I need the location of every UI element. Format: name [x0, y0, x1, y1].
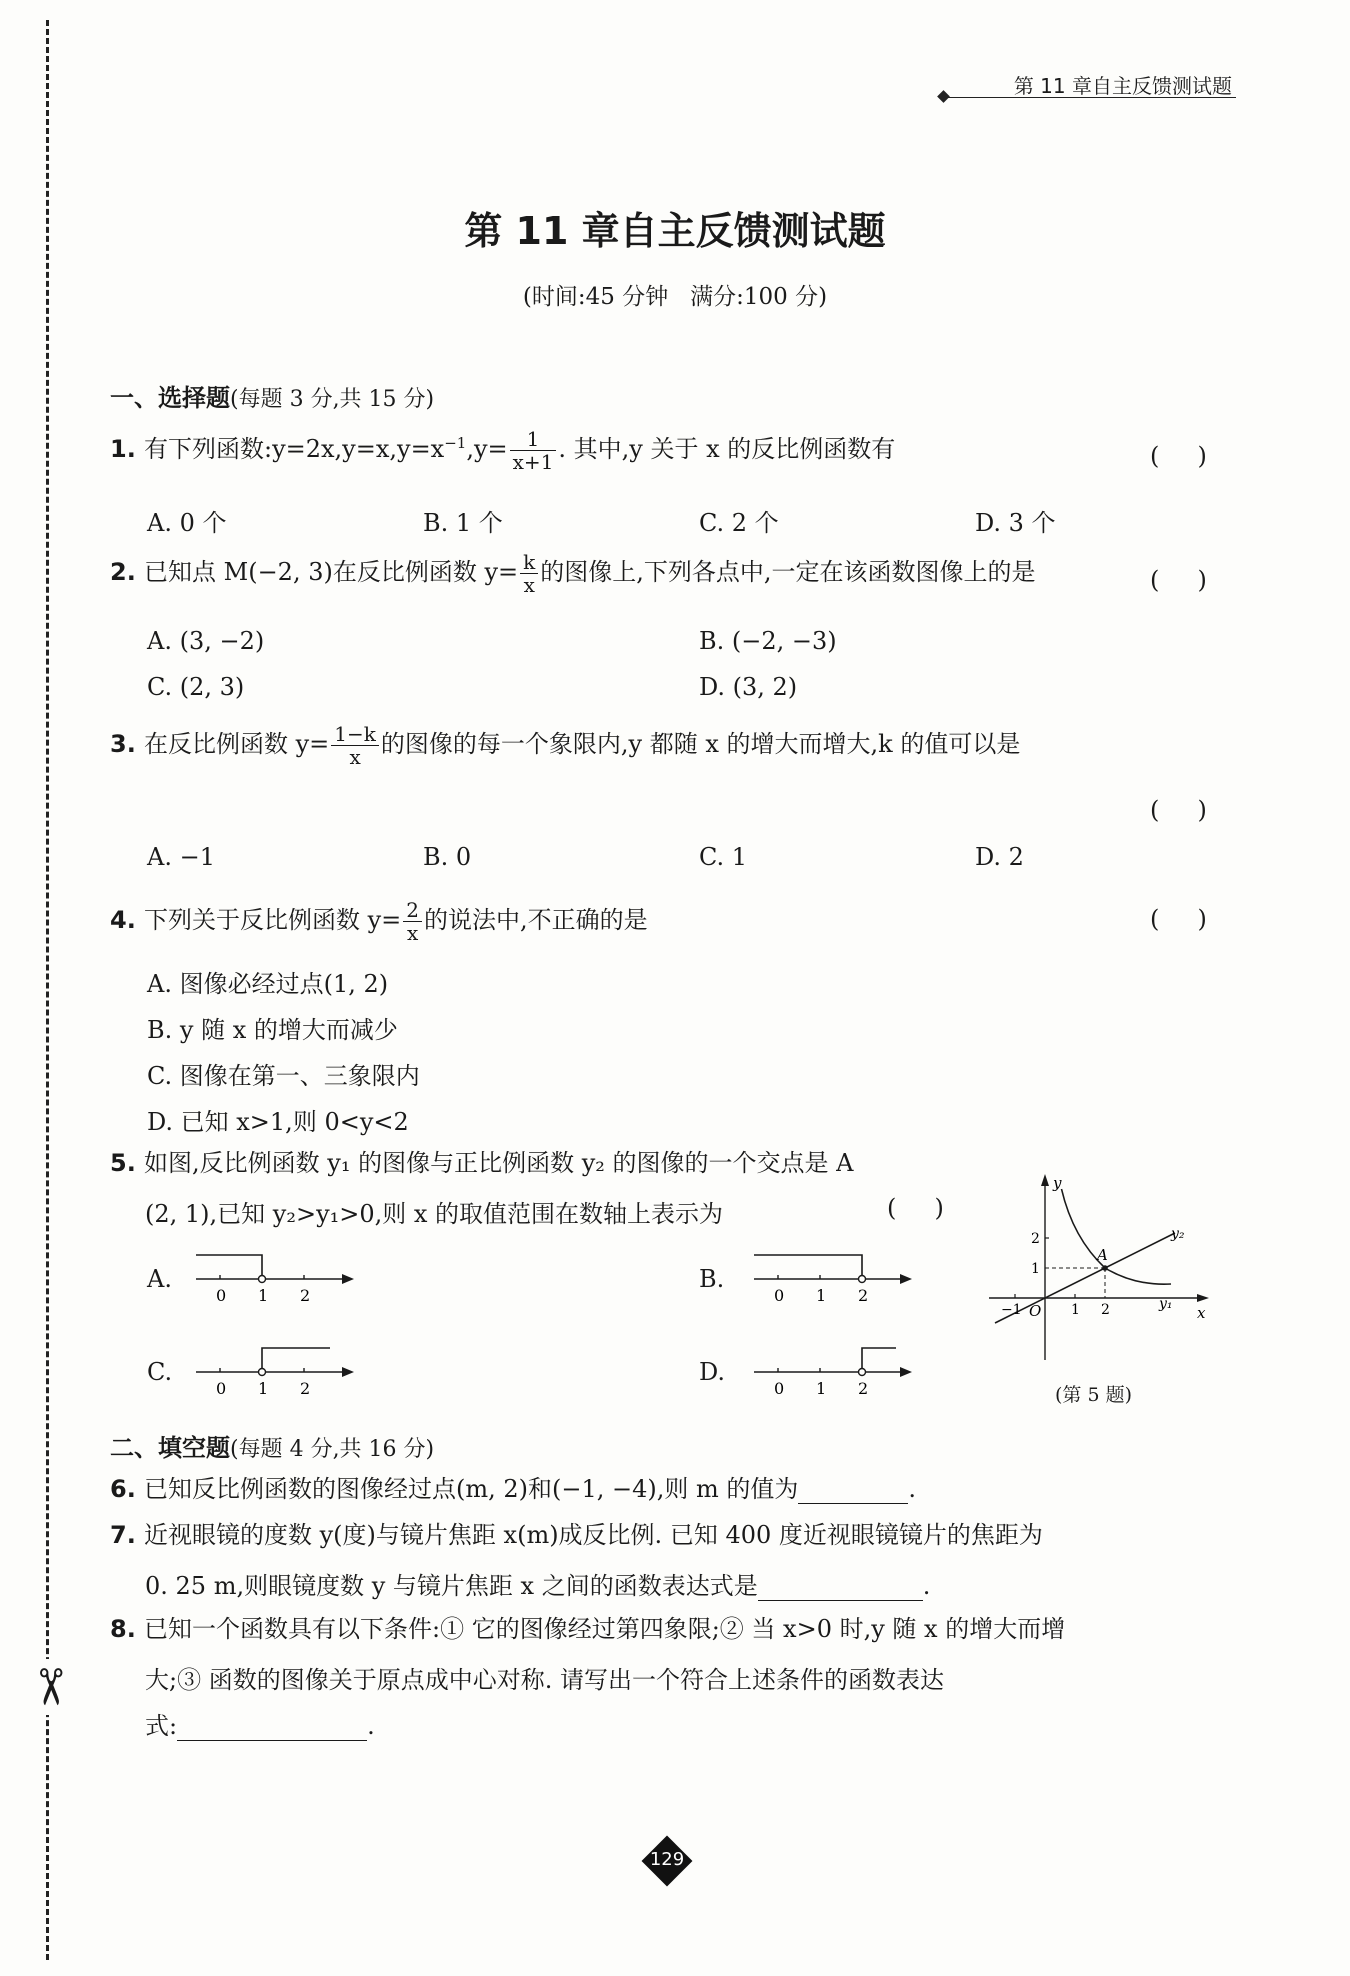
question-1: [110, 428, 895, 473]
question-8-line-3: [145, 1706, 375, 1741]
q3-option-d[interactable]: D. 2: [975, 843, 1024, 871]
question-8-text-c: 式:: [145, 1712, 178, 1740]
running-head-rule: [944, 97, 1236, 98]
tick-label: 1: [258, 1286, 269, 1305]
q5-option-d-letter[interactable]: D.: [699, 1358, 726, 1386]
question-8-text-a: 已知一个函数具有以下条件:① 它的图像经过第四象限;② 当 x>0 时,y 随 x 的增大而增: [144, 1615, 1066, 1643]
answer-paren-4[interactable]: ( ): [1150, 905, 1207, 933]
tick-label: 2: [300, 1379, 311, 1398]
page-subtitle: (时间:45 分钟 满分:100 分): [522, 284, 828, 310]
tick-label: 1: [258, 1379, 269, 1398]
question-5-line-1: [110, 1148, 853, 1178]
fraction-denominator: x: [523, 573, 535, 597]
question-7-end: .: [922, 1572, 931, 1600]
question-2: [110, 551, 1036, 596]
question-2-text-a: 已知点 M(−2, 3)在反比例函数 y=: [144, 558, 519, 586]
tick-label: 2: [300, 1286, 311, 1305]
question-3: [110, 723, 1020, 768]
scissors-icon: ✂: [18, 1659, 82, 1715]
section-1-note: (每题 3 分,共 15 分): [230, 387, 435, 412]
question-1-text-a: 有下列函数:y=2x,y=x,y=x: [144, 435, 445, 463]
fraction-numerator: 2: [403, 899, 422, 922]
question-4-number: 4.: [110, 906, 136, 934]
page-number: 129: [649, 1849, 685, 1870]
q5-number-line-d[interactable]: [748, 1338, 918, 1398]
question-4-text-a: 下列关于反比例函数 y=: [144, 906, 402, 934]
answer-paren-5[interactable]: ( ): [887, 1194, 944, 1222]
question-7-text-a: 近视眼镜的度数 y(度)与镜片焦距 x(m)成反比例. 已知 400 度近视眼镜镜片的焦距为: [144, 1521, 1043, 1549]
question-3-number: 3.: [110, 730, 136, 758]
answer-blank-7[interactable]: [758, 1576, 923, 1601]
page-title: 第 11 章自主反馈测试题: [464, 209, 886, 253]
question-1-text-c: . 其中,y 关于 x 的反比例函数有: [558, 435, 896, 463]
q5-number-line-a[interactable]: [190, 1245, 360, 1305]
q5-option-a-letter[interactable]: A.: [147, 1265, 172, 1293]
q2-option-b[interactable]: B. (−2, −3): [699, 627, 837, 655]
q4-option-a[interactable]: A. 图像必经过点(1, 2): [147, 970, 389, 998]
fraction-denominator: x+1: [512, 450, 554, 474]
section-2-heading: [110, 1428, 434, 1463]
question-6-text: 已知反比例函数的图像经过点(m, 2)和(−1, −4),则 m 的值为: [144, 1475, 799, 1503]
q5-figure: [985, 1168, 1215, 1368]
question-6-end: .: [908, 1475, 917, 1503]
question-2-text-b: 的图像上,下列各点中,一定在该函数图像上的是: [540, 558, 1036, 586]
q3-option-b[interactable]: B. 0: [423, 843, 472, 871]
question-1-text-b: ,y=: [466, 435, 508, 463]
tick-label: 0: [216, 1379, 227, 1398]
question-2-number: 2.: [110, 558, 136, 586]
answer-paren-3[interactable]: ( ): [1150, 796, 1207, 824]
tick-label: 0: [774, 1379, 785, 1398]
fig-curve-y1-label: y₁: [1159, 1296, 1173, 1312]
q5-number-line-b[interactable]: [748, 1245, 918, 1305]
diamond-icon: [937, 90, 950, 103]
q5-option-b-letter[interactable]: B.: [699, 1265, 725, 1293]
question-8-line-1: [110, 1614, 1065, 1644]
fraction-denominator: x: [349, 745, 361, 769]
fraction-numerator: k: [520, 551, 538, 574]
q2-option-a[interactable]: A. (3, −2): [147, 627, 265, 655]
question-3-text-b: 的图像的每一个象限内,y 都随 x 的增大而增大,k 的值可以是: [380, 730, 1021, 758]
tick-label: 2: [858, 1286, 869, 1305]
question-1-number: 1.: [110, 435, 136, 463]
q2-option-d[interactable]: D. (3, 2): [699, 673, 798, 701]
q1-option-c[interactable]: C. 2 个: [699, 509, 779, 537]
question-5-text-a: 如图,反比例函数 y₁ 的图像与正比例函数 y₂ 的图像的一个交点是 A: [144, 1149, 854, 1177]
question-7-number: 7.: [110, 1521, 136, 1549]
fig-x-label: x: [1197, 1304, 1206, 1322]
question-8-end: .: [367, 1712, 375, 1740]
q1-option-a[interactable]: A. 0 个: [147, 509, 227, 537]
tick-label: 0: [216, 1286, 227, 1305]
q1-option-b[interactable]: B. 1 个: [423, 509, 503, 537]
figure-caption: (第 5 题): [1055, 1384, 1132, 1406]
section-2-label: 二、填空题: [110, 1434, 230, 1462]
fig-tick-y: 1: [1031, 1261, 1040, 1277]
q5-option-c-letter[interactable]: C.: [147, 1358, 173, 1386]
q3-option-a[interactable]: A. −1: [147, 843, 215, 871]
question-4: [110, 899, 648, 944]
q3-option-c[interactable]: C. 1: [699, 843, 748, 871]
tick-label: 1: [816, 1379, 827, 1398]
fig-tick-x: 2: [1101, 1302, 1110, 1318]
section-2-note: (每题 4 分,共 16 分): [230, 1437, 435, 1462]
answer-blank-8[interactable]: [177, 1716, 367, 1741]
page-number-badge: [643, 1837, 691, 1885]
question-1-superscript: −1: [444, 434, 467, 452]
tick-label: 2: [858, 1379, 869, 1398]
fig-y-label: y: [1053, 1174, 1062, 1192]
section-1-heading: [110, 378, 434, 413]
fig-curve-y2-label: y₂: [1171, 1226, 1185, 1242]
fraction-numerator: 1−k: [331, 723, 379, 746]
q4-option-b[interactable]: B. y 随 x 的增大而减少: [147, 1016, 398, 1044]
question-7-line-2: [145, 1566, 930, 1601]
fig-point-a-label: A: [1097, 1246, 1108, 1264]
question-7-line-1: [110, 1520, 1043, 1550]
answer-paren-2[interactable]: ( ): [1150, 566, 1207, 594]
fraction-numerator: 1: [510, 428, 557, 451]
question-2-fraction: [520, 551, 538, 596]
question-6: [110, 1474, 916, 1504]
fig-tick-x: 1: [1071, 1302, 1080, 1318]
question-5-number: 5.: [110, 1149, 136, 1177]
question-4-text-b: 的说法中,不正确的是: [424, 906, 648, 934]
section-1-label: 一、选择题: [110, 384, 230, 412]
question-7-text-b: 0. 25 m,则眼镜度数 y 与镜片焦距 x 之间的函数表达式是: [145, 1572, 758, 1600]
question-5-line-2: (2, 1),已知 y₂>y₁>0,则 x 的取值范围在数轴上表示为: [145, 1200, 724, 1228]
fraction-denominator: x: [407, 921, 419, 945]
tick-label: 0: [774, 1286, 785, 1305]
q2-option-c[interactable]: C. (2, 3): [147, 673, 245, 701]
fig-tick-y: 2: [1031, 1231, 1040, 1247]
question-1-fraction: [510, 428, 557, 473]
fig-tick-x: −1: [1001, 1302, 1022, 1318]
q4-option-d[interactable]: D. 已知 x>1,则 0<y<2: [147, 1108, 409, 1136]
q1-option-d[interactable]: D. 3 个: [975, 509, 1056, 537]
question-8-number: 8.: [110, 1615, 136, 1643]
question-3-fraction: [331, 723, 379, 768]
question-3-text-a: 在反比例函数 y=: [144, 730, 330, 758]
question-8-line-2: 大;③ 函数的图像关于原点成中心对称. 请写出一个符合上述条件的函数表达: [145, 1666, 944, 1694]
running-head: 第 11 章自主反馈测试题: [1013, 74, 1232, 98]
q5-number-line-c[interactable]: [190, 1338, 360, 1398]
answer-paren-1[interactable]: ( ): [1150, 442, 1207, 470]
tick-label: 1: [816, 1286, 827, 1305]
fig-origin-label: O: [1029, 1302, 1042, 1320]
question-4-fraction: [403, 899, 422, 944]
answer-blank-6[interactable]: [798, 1479, 908, 1504]
q4-option-c[interactable]: C. 图像在第一、三象限内: [147, 1062, 420, 1090]
question-6-number: 6.: [110, 1475, 136, 1503]
